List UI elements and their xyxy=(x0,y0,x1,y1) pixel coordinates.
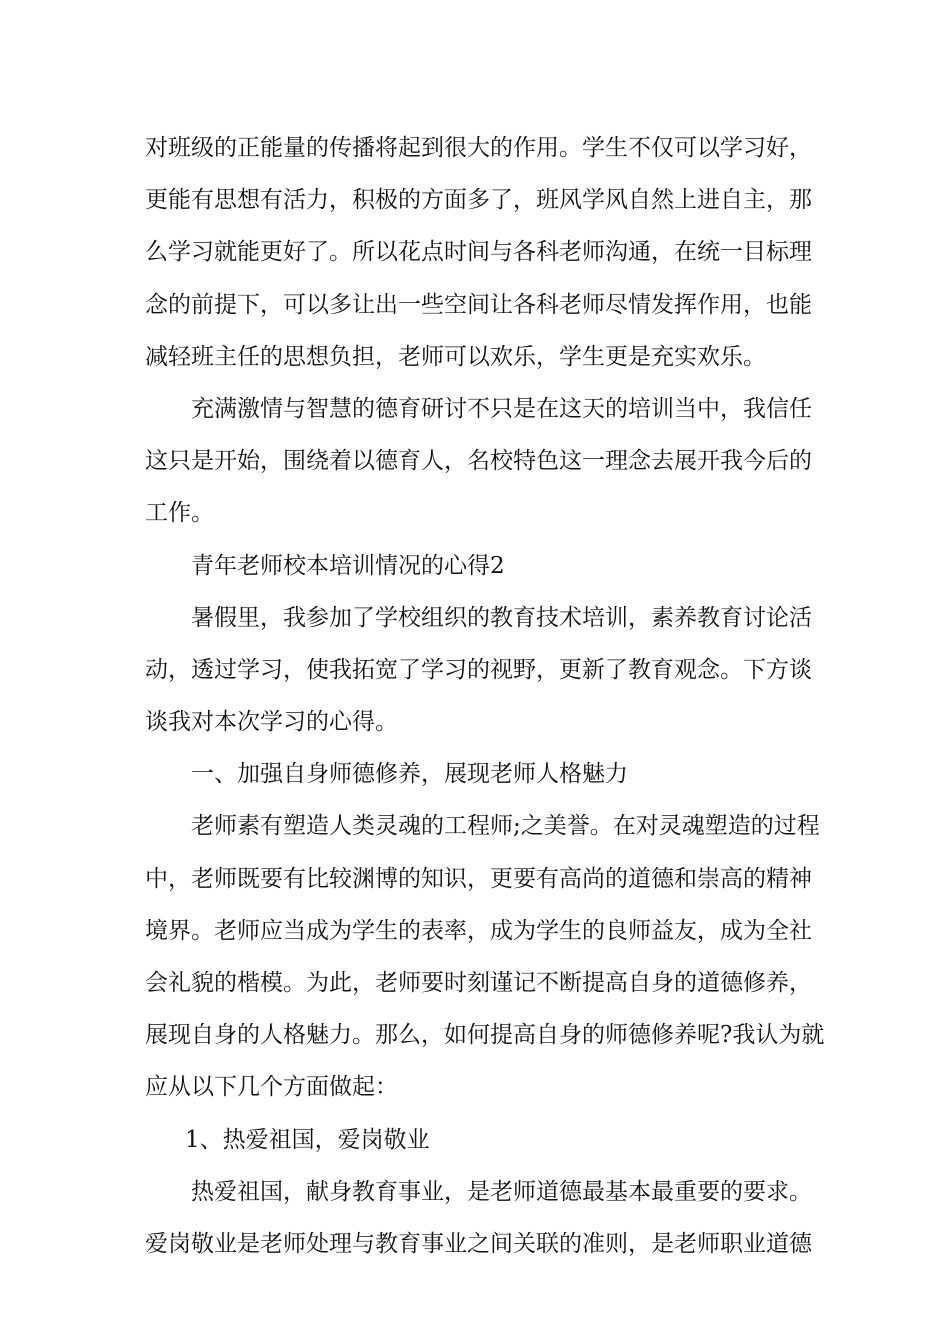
section-heading: 一、加强自身师德修养，展现老师人格魅力 xyxy=(191,761,628,788)
text-line: 更能有思想有活力，积极的方面多了，班风学风自然上进自主，那 xyxy=(145,187,812,214)
text-line: 谈我对本次学习的心得。 xyxy=(145,709,398,736)
text-line: 减轻班主任的思想负担，老师可以欢乐，学生更是充实欢乐。 xyxy=(145,343,766,370)
text-line: 动，透过学习，使我拓宽了学习的视野，更新了教育观念。下方谈 xyxy=(145,656,812,683)
text-line: 工作。 xyxy=(145,500,214,527)
paragraph-first-line: 充满激情与智慧的德育研讨不只是在这天的培训当中，我信任 xyxy=(191,395,812,422)
section-heading: 青年老师校本培训情况的心得2 xyxy=(191,552,505,579)
text-line: 么学习就能更好了。所以花点时间与各科老师沟通，在统一目标理 xyxy=(145,239,812,266)
body-text xyxy=(145,128,825,1276)
paragraph-first-line: 暑假里，我参加了学校组织的教育技术培训，素养教育讨论活 xyxy=(191,604,812,631)
paragraph-first-line: 热爱祖国，献身教育事业，是老师道德最基本最重要的要求。 xyxy=(191,1178,812,1205)
text-line: 对班级的正能量的传播将起到很大的作用。学生不仅可以学习好， xyxy=(145,135,812,161)
text-line: 爱岗敬业是老师处理与教育事业之间关联的准则，是老师职业道德 xyxy=(145,1230,812,1257)
text-line: 中，老师既要有比较渊博的知识，更要有高尚的道德和崇高的精神 xyxy=(145,865,812,892)
text-line: 境界。老师应当成为学生的表率，成为学生的良师益友，成为全社 xyxy=(145,917,812,944)
text-line: 会礼貌的楷模。为此，老师要时刻谨记不断提高自身的道德修养， xyxy=(145,970,812,996)
text-line: 应从以下几个方面做起： xyxy=(145,1074,398,1101)
text-line: 展现自身的人格魅力。那么，如何提高自身的师德修养呢?我认为就 xyxy=(145,1022,825,1049)
paragraph-first-line: 老师素有塑造人类灵魂的工程师;之美誉。在对灵魂塑造的过程 xyxy=(191,813,820,840)
text-line: 这只是开始，围绕着以德育人，名校特色这一理念去展开我今后的 xyxy=(145,448,812,475)
text-line: 念的前提下，可以多让出一些空间让各科老师尽情发挥作用，也能 xyxy=(145,291,812,318)
subsection-heading: 1、热爱祖国，爱岗敬业 xyxy=(185,1126,430,1153)
